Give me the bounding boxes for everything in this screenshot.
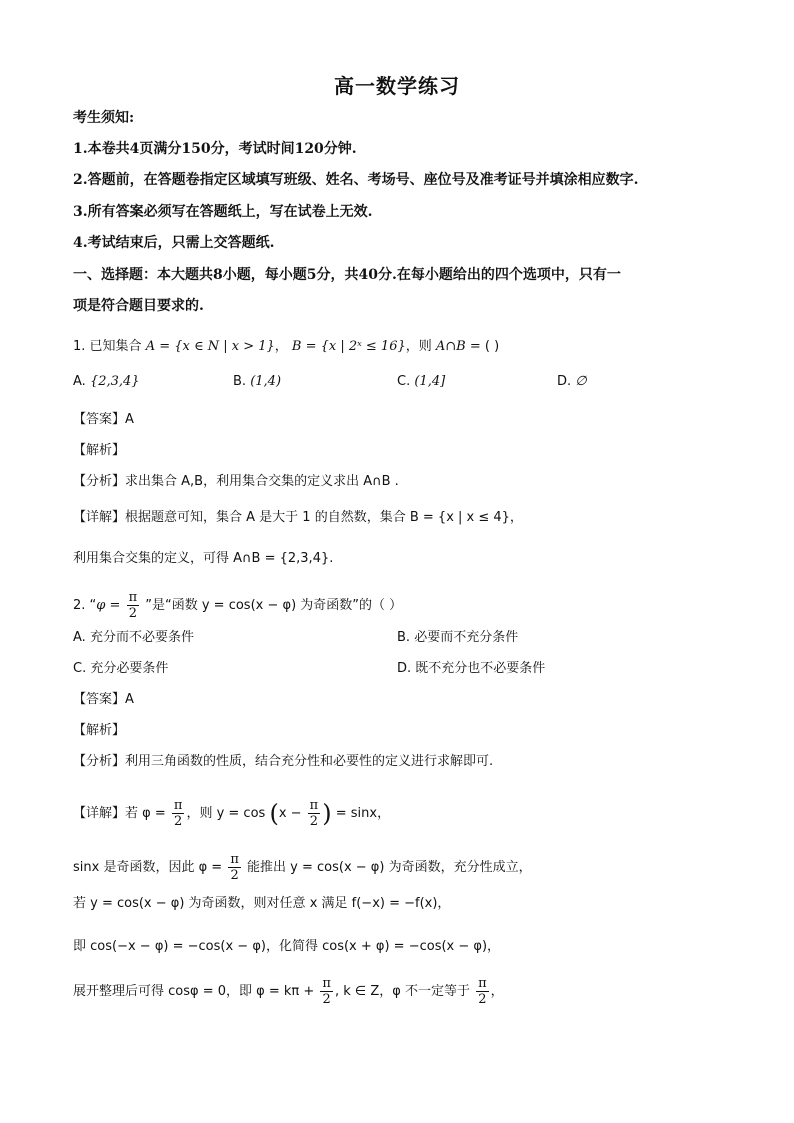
q2-xj2-b: 能推出 y = cos(x − φ) 为奇函数，充分性成立， — [247, 860, 532, 875]
q2-xj1-frac2-num: π — [309, 798, 319, 813]
q1-answer — [73, 410, 733, 430]
q1-option-b-label: B. — [233, 374, 247, 389]
q1-set-b: B = {x | 2ˣ ≤ 16} — [291, 339, 406, 354]
question-1-stem: 1. 已知集合 A = {x ∈ N | x > 1}， B = {x | 2ˣ ≤ 16}，则 A∩B = ( ) — [73, 339, 500, 354]
q1-option-d — [557, 372, 587, 392]
q1-option-c — [397, 372, 445, 392]
q1-analysis-tag: 【解析】 — [73, 443, 126, 458]
q2-xj1-c: x − — [278, 806, 302, 821]
q2-xj1-b: ，则 y = cos — [186, 806, 266, 821]
q1-stem-text: 1. 已知集合 — [73, 339, 142, 354]
q1-option-d-text: ∅ — [575, 374, 587, 389]
question-2-stem — [73, 590, 733, 621]
q2-stem-rest: ”是“函数 y = cos(x − φ) 为奇函数”的（ ） — [145, 598, 403, 613]
q1-answer-value: A — [125, 412, 134, 427]
q2-xiangjie-5 — [73, 976, 733, 1007]
q1-xiangjie-tag: 【详解】 — [73, 510, 126, 525]
q2-xj1-frac-num: π — [173, 798, 183, 813]
q2-xj1-lparen: ( — [269, 799, 279, 828]
q1-option-a-label: A. — [73, 374, 86, 389]
q2-pi-over-2 — [127, 590, 140, 621]
q1-answer-tag: 【答案】 — [73, 412, 126, 427]
q1-set-a: A = {x ∈ N | x > 1} — [145, 339, 275, 354]
q1-xiangjie — [73, 508, 733, 528]
notice-item-4: 4.考试结束后，只需上交答题纸. — [73, 235, 275, 251]
q1-option-b — [233, 372, 281, 392]
q1-stem-then: ，则 — [405, 339, 432, 354]
q2-option-c-text: 充分必要条件 — [90, 661, 169, 676]
q2-xj2-a: sinx 是奇函数，因此 φ = — [73, 860, 223, 875]
q1-fenxi-tag: 【分析】 — [73, 474, 126, 489]
q1-option-c-label: C. — [397, 374, 411, 389]
q1-expr: A∩B = — [435, 339, 481, 354]
q2-xiangjie-3: 若 y = cos(x − φ) 为奇函数，则对任意 x 满足 f(−x) = −f(x)， — [73, 896, 451, 911]
section-1-heading: 一、选择题：本大题共8小题，每小题5分，共40分.在每小题给出的四个选项中，只有一 — [73, 267, 621, 283]
q1-option-b-text: (1,4) — [250, 374, 282, 389]
notice-heading: 考生须知: — [73, 110, 135, 126]
q2-xj1-d: = sinx， — [335, 806, 391, 821]
notice-item-1: 1.本卷共4页满分150分，考试时间120分钟. — [73, 141, 357, 157]
q1-option-c-text: (1,4] — [414, 374, 446, 389]
q1-option-d-label: D. — [557, 374, 572, 389]
q2-xj5-frac2-num: π — [478, 976, 487, 991]
q2-xj5-frac2-den: 2 — [478, 992, 487, 1007]
q2-option-a-label: A. — [73, 630, 86, 645]
q2-option-d-text: 既不充分也不必要条件 — [415, 661, 546, 676]
q2-xiangjie-4: 即 cos(−x − φ) = −cos(x − φ)，化简得 cos(x + φ) = −cos(x − φ)， — [73, 939, 501, 954]
q2-phi: φ = — [96, 598, 121, 613]
page-title: 高一数学练习 — [334, 74, 460, 98]
q2-num: 2. “ — [73, 598, 97, 613]
q1-fenxi-text: 求出集合 A,B，利用集合交集的定义求出 A∩B . — [125, 474, 399, 489]
q2-fenxi — [73, 752, 733, 772]
q2-fenxi-text: 利用三角函数的性质，结合充分性和必要性的定义进行求解即可. — [125, 754, 494, 769]
q2-xj5-frac-num: π — [322, 976, 331, 991]
q2-option-d-label: D. — [397, 661, 412, 676]
q2-answer-value: A — [125, 692, 134, 707]
q2-option-a — [73, 628, 194, 648]
q2-xj5-frac — [320, 976, 333, 1007]
q2-xiangjie-2 — [73, 852, 733, 883]
q2-xj2-frac-num: π — [230, 852, 239, 867]
q2-xj5-c: ， — [490, 984, 504, 999]
q2-option-c — [73, 659, 168, 679]
q2-xj2-frac-den: 2 — [230, 868, 239, 883]
q2-option-c-label: C. — [73, 661, 87, 676]
q1-fenxi — [73, 472, 733, 492]
q2-xiangjie-tag: 【详解】 — [73, 806, 126, 821]
q2-xj1-frac — [172, 798, 185, 829]
q2-answer-tag: 【答案】 — [73, 692, 126, 707]
q2-option-b — [397, 628, 518, 648]
q2-option-a-text: 充分而不必要条件 — [89, 630, 194, 645]
q2-xj1-frac-den: 2 — [174, 814, 183, 829]
q1-xiangjie-text: 根据题意可知，集合 A 是大于 1 的自然数，集合 B = {x | x ≤ 4}， — [125, 510, 523, 525]
q2-xj2-frac — [228, 852, 241, 883]
q2-xj5-a: 展开整理后可得 cosφ = 0，即 φ = kπ + — [73, 984, 315, 999]
q2-xj1-frac2-den: 2 — [309, 814, 319, 829]
q2-frac-den: 2 — [128, 606, 137, 621]
q2-xj1-frac2 — [308, 798, 321, 829]
q2-answer — [73, 690, 733, 710]
q2-xj5-frac2 — [476, 976, 489, 1007]
section-1-heading-cont: 项是符合题目要求的. — [73, 298, 204, 314]
q2-xj5-b: , k ∈ Z，φ 不一定等于 — [334, 984, 470, 999]
q2-xiangjie-1 — [73, 798, 733, 829]
q2-fenxi-tag: 【分析】 — [73, 754, 126, 769]
q2-xj5-frac-den: 2 — [322, 992, 331, 1007]
q1-xiangjie-cont: 利用集合交集的定义，可得 A∩B = {2,3,4}. — [73, 551, 334, 566]
q1-option-a-text: {2,3,4} — [89, 374, 140, 389]
q1-option-a — [73, 372, 140, 392]
q1-answer-paren: ( ) — [484, 339, 500, 354]
q2-frac-num: π — [128, 590, 138, 605]
q2-option-b-label: B. — [397, 630, 411, 645]
q2-analysis-tag: 【解析】 — [73, 723, 126, 738]
q2-option-b-text: 必要而不充分条件 — [414, 630, 519, 645]
q2-xj1-a: 若 φ = — [125, 806, 166, 821]
notice-item-2: 2.答题前，在答题卷指定区域填写班级、姓名、考场号、座位号及准考证号并填涂相应数字. — [73, 172, 639, 188]
q2-xj1-rparen: ) — [322, 799, 332, 828]
q2-option-d — [397, 659, 545, 679]
notice-item-3: 3.所有答案必须写在答题纸上，写在试卷上无效. — [73, 204, 373, 220]
